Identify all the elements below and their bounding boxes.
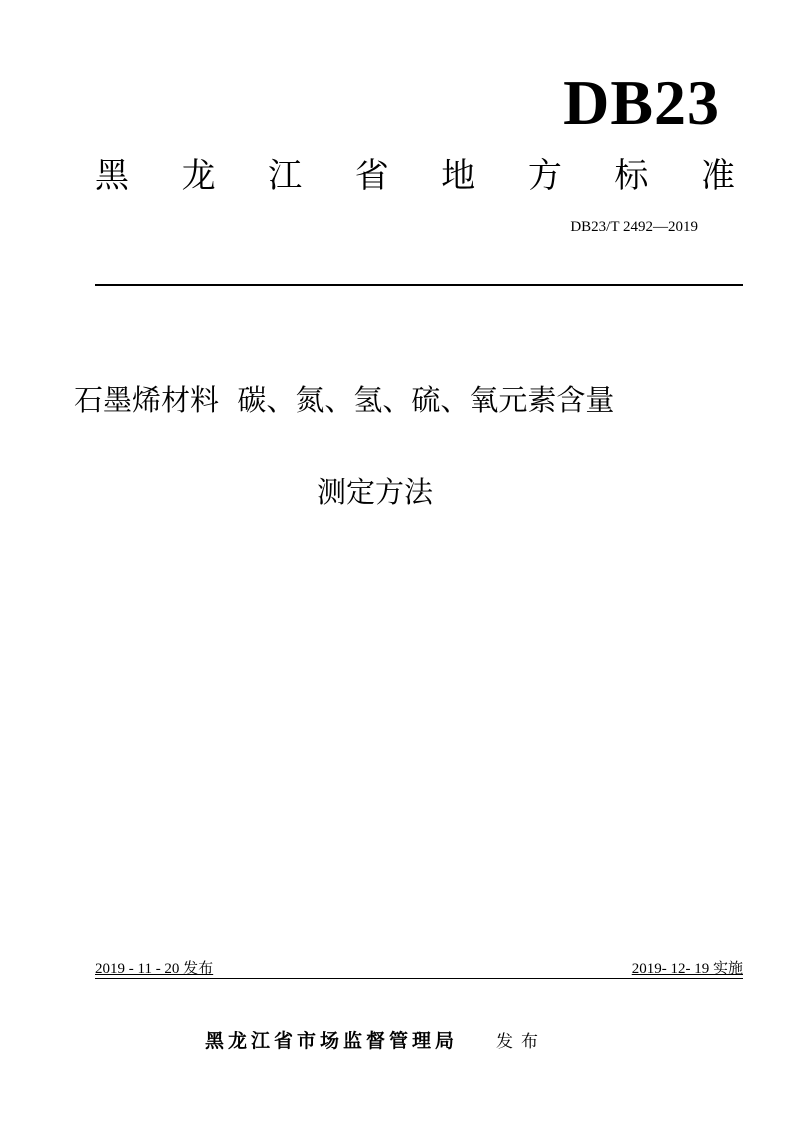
date-row	[95, 958, 743, 980]
standard-number: DB23/T 2492—2019	[570, 219, 698, 235]
document-title-line-1: 石墨烯材料 碳、氮、氢、硫、氧元素含量	[74, 383, 615, 417]
standard-type-heading	[95, 154, 735, 198]
implementation-date: 2019- 12- 19 实施	[631, 961, 743, 977]
publish-label: 发布	[496, 1032, 547, 1052]
header-divider	[95, 284, 743, 286]
standard-type-char: 方	[527, 156, 562, 196]
standard-type-char: 江	[268, 156, 303, 196]
publisher-row	[205, 1028, 546, 1055]
standard-type-char: 省	[354, 156, 389, 196]
document-title-line-2: 测定方法	[317, 475, 434, 509]
standard-type-char: 准	[700, 156, 735, 196]
footer-divider	[95, 978, 743, 979]
standard-type-char: 黑	[95, 156, 129, 196]
standard-logo: DB23	[563, 67, 720, 138]
release-date: 2019 - 11 - 20 发布	[95, 961, 214, 977]
standard-type-char: 地	[441, 156, 476, 196]
standard-type-char: 标	[614, 156, 649, 196]
publisher-name: 黑龙江省市场监督管理局	[205, 1030, 459, 1052]
standard-type-char: 龙	[181, 156, 216, 196]
